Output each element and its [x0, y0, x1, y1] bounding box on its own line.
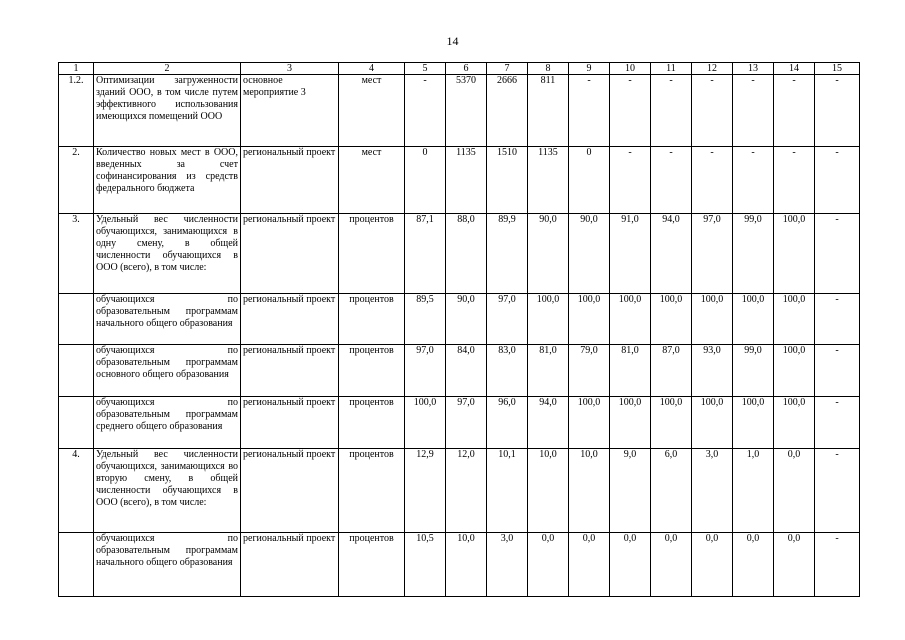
column-number: 15: [815, 63, 860, 75]
value-cell: 10,1: [487, 449, 528, 533]
value-cell: 2666: [487, 75, 528, 147]
column-number: 14: [774, 63, 815, 75]
column-number: 1: [59, 63, 94, 75]
value-cell: 0: [569, 147, 610, 214]
value-cell: 97,0: [487, 294, 528, 345]
value-cell: -: [405, 75, 446, 147]
table-row: [59, 345, 860, 397]
value-cell: 90,0: [569, 214, 610, 294]
value-cell: 0,0: [651, 533, 692, 597]
column-number: 3: [241, 63, 339, 75]
column-number: 6: [446, 63, 487, 75]
row-number-cell: 1.2.: [59, 75, 94, 147]
value-cell: 811: [528, 75, 569, 147]
value-cell: 83,0: [487, 345, 528, 397]
value-cell: 89,5: [405, 294, 446, 345]
table-row: [59, 397, 860, 449]
value-cell: -: [692, 75, 733, 147]
row-number-cell: [59, 294, 94, 345]
value-cell: 0,0: [610, 533, 651, 597]
value-cell: 6,0: [651, 449, 692, 533]
column-number: 12: [692, 63, 733, 75]
value-cell: 100,0: [569, 397, 610, 449]
value-cell: 5370: [446, 75, 487, 147]
row-number-cell: [59, 345, 94, 397]
value-cell: -: [733, 147, 774, 214]
value-cell: 100,0: [733, 397, 774, 449]
value-cell: 1,0: [733, 449, 774, 533]
value-cell: 100,0: [774, 294, 815, 345]
column-number: 13: [733, 63, 774, 75]
value-cell: 0,0: [733, 533, 774, 597]
value-cell: 10,5: [405, 533, 446, 597]
value-cell: 100,0: [651, 397, 692, 449]
value-cell: 100,0: [610, 294, 651, 345]
indicator-name-cell: обучающихся по образовательным программам основного общего образования: [94, 345, 241, 397]
value-cell: -: [610, 75, 651, 147]
value-cell: 0,0: [569, 533, 610, 597]
value-cell: -: [815, 397, 860, 449]
column-number: 8: [528, 63, 569, 75]
table-row: [59, 147, 860, 214]
value-cell: -: [815, 294, 860, 345]
value-cell: 12,9: [405, 449, 446, 533]
value-cell: 0,0: [528, 533, 569, 597]
indicator-name-cell: обучающихся по образовательным программам среднего общего образования: [94, 397, 241, 449]
value-cell: 84,0: [446, 345, 487, 397]
value-cell: 97,0: [446, 397, 487, 449]
value-cell: -: [815, 449, 860, 533]
indicator-table: [58, 62, 860, 597]
value-cell: 100,0: [774, 397, 815, 449]
table-row: [59, 533, 860, 597]
indicator-name-cell: Оптимизации загруженности зданий ООО, в том числе путем эффективного использования имеющихся помещений ООО: [94, 75, 241, 147]
value-cell: 100,0: [733, 294, 774, 345]
value-cell: -: [815, 147, 860, 214]
value-cell: 12,0: [446, 449, 487, 533]
value-cell: 0,0: [774, 533, 815, 597]
value-cell: 89,9: [487, 214, 528, 294]
unit-cell: процентов: [339, 294, 405, 345]
value-cell: 1135: [446, 147, 487, 214]
value-cell: 0,0: [692, 533, 733, 597]
value-cell: 94,0: [528, 397, 569, 449]
row-number-cell: [59, 533, 94, 597]
row-number-cell: 2.: [59, 147, 94, 214]
column-number: 10: [610, 63, 651, 75]
value-cell: 100,0: [692, 397, 733, 449]
value-cell: -: [610, 147, 651, 214]
value-cell: 10,0: [569, 449, 610, 533]
value-cell: 1135: [528, 147, 569, 214]
indicator-name-cell: Удельный вес численности обучающихся, занимающихся во вторую смену, в общей численности обучающихся в ООО (всего), в том числе:: [94, 449, 241, 533]
column-number: 11: [651, 63, 692, 75]
value-cell: 100,0: [569, 294, 610, 345]
value-cell: 81,0: [610, 345, 651, 397]
source-cell: региональный проект: [241, 147, 339, 214]
table-row: [59, 449, 860, 533]
column-number-row: [59, 63, 860, 75]
value-cell: -: [815, 533, 860, 597]
value-cell: 10,0: [446, 533, 487, 597]
value-cell: -: [569, 75, 610, 147]
table-row: [59, 294, 860, 345]
value-cell: -: [815, 214, 860, 294]
value-cell: 97,0: [692, 214, 733, 294]
value-cell: 87,1: [405, 214, 446, 294]
source-cell: региональный проект: [241, 345, 339, 397]
value-cell: 100,0: [692, 294, 733, 345]
column-number: 4: [339, 63, 405, 75]
value-cell: 99,0: [733, 214, 774, 294]
column-number: 5: [405, 63, 446, 75]
column-number: 7: [487, 63, 528, 75]
table-row: [59, 75, 860, 147]
value-cell: -: [651, 75, 692, 147]
value-cell: 93,0: [692, 345, 733, 397]
source-cell: региональный проект: [241, 294, 339, 345]
value-cell: 0: [405, 147, 446, 214]
value-cell: 100,0: [528, 294, 569, 345]
value-cell: -: [692, 147, 733, 214]
source-cell: региональный проект: [241, 214, 339, 294]
value-cell: 0,0: [774, 449, 815, 533]
value-cell: 94,0: [651, 214, 692, 294]
indicator-name-cell: Удельный вес численности обучающихся, занимающихся в одну смену, в общей численности обучающихся в ООО (всего), в том числе:: [94, 214, 241, 294]
value-cell: 100,0: [651, 294, 692, 345]
source-cell: региональный проект: [241, 533, 339, 597]
value-cell: 9,0: [610, 449, 651, 533]
row-number-cell: 3.: [59, 214, 94, 294]
value-cell: 87,0: [651, 345, 692, 397]
value-cell: 97,0: [405, 345, 446, 397]
row-number-cell: [59, 397, 94, 449]
column-number: 2: [94, 63, 241, 75]
value-cell: -: [815, 345, 860, 397]
indicator-name-cell: обучающихся по образовательным программам начального общего образования: [94, 533, 241, 597]
value-cell: 1510: [487, 147, 528, 214]
value-cell: 10,0: [528, 449, 569, 533]
unit-cell: процентов: [339, 397, 405, 449]
value-cell: 100,0: [774, 345, 815, 397]
unit-cell: процентов: [339, 345, 405, 397]
row-number-cell: 4.: [59, 449, 94, 533]
unit-cell: мест: [339, 75, 405, 147]
value-cell: 96,0: [487, 397, 528, 449]
column-number: 9: [569, 63, 610, 75]
indicator-name-cell: обучающихся по образовательным программам начального общего образования: [94, 294, 241, 345]
value-cell: 99,0: [733, 345, 774, 397]
value-cell: -: [774, 75, 815, 147]
source-cell: региональный проект: [241, 449, 339, 533]
value-cell: 100,0: [610, 397, 651, 449]
page-number: 14: [446, 34, 459, 48]
value-cell: 3,0: [692, 449, 733, 533]
source-cell: основное мероприятие 3: [241, 75, 339, 147]
indicator-name-cell: Количество новых мест в ООО, введенных за счет софинансирования из средств федерального бюджета: [94, 147, 241, 214]
value-cell: 90,0: [446, 294, 487, 345]
value-cell: -: [733, 75, 774, 147]
value-cell: -: [774, 147, 815, 214]
value-cell: 90,0: [528, 214, 569, 294]
unit-cell: процентов: [339, 214, 405, 294]
value-cell: 81,0: [528, 345, 569, 397]
table-row: [59, 214, 860, 294]
unit-cell: мест: [339, 147, 405, 214]
value-cell: -: [815, 75, 860, 147]
value-cell: 91,0: [610, 214, 651, 294]
value-cell: 3,0: [487, 533, 528, 597]
value-cell: 79,0: [569, 345, 610, 397]
value-cell: 100,0: [405, 397, 446, 449]
value-cell: -: [651, 147, 692, 214]
unit-cell: процентов: [339, 533, 405, 597]
source-cell: региональный проект: [241, 397, 339, 449]
unit-cell: процентов: [339, 449, 405, 533]
value-cell: 100,0: [774, 214, 815, 294]
value-cell: 88,0: [446, 214, 487, 294]
